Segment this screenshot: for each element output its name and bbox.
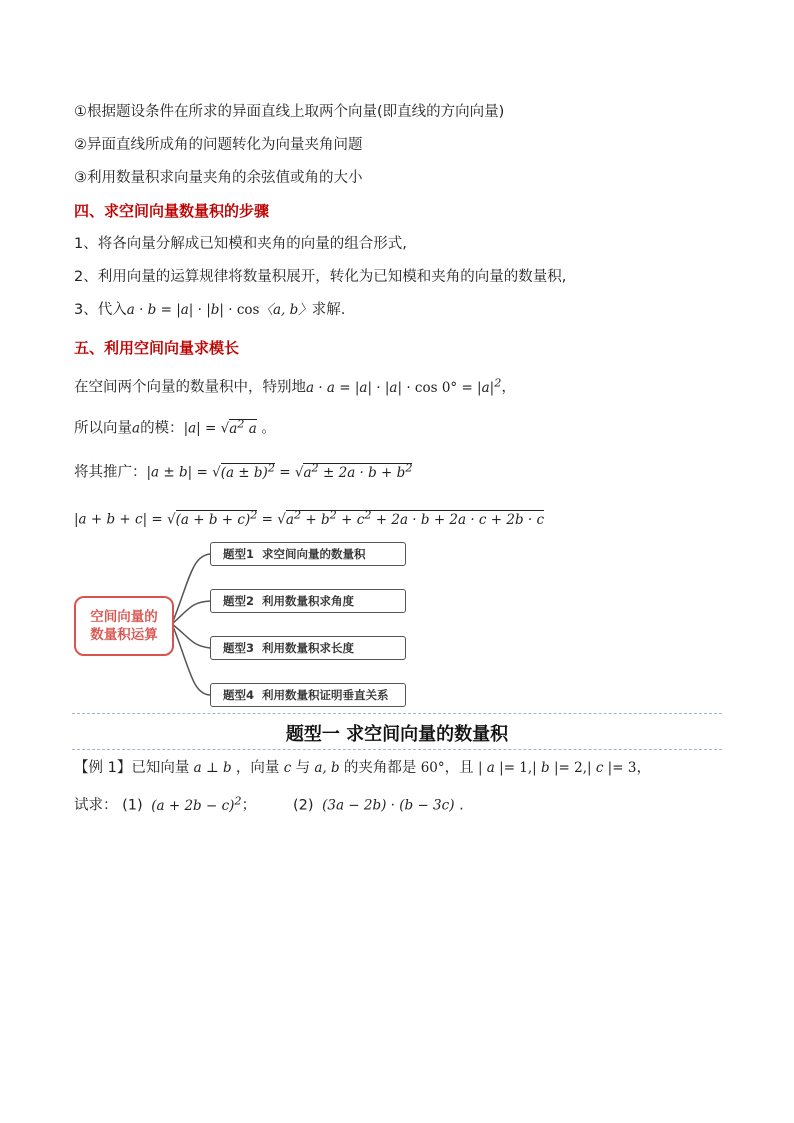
- node-label: 利用数量积证明垂直关系: [262, 688, 389, 702]
- paragraph-text: 将其推广：: [74, 464, 147, 481]
- root-label: 数量积运算: [90, 627, 158, 643]
- mind-map-root: [74, 596, 174, 656]
- node-tag: 题型2: [223, 594, 255, 608]
- list-item: ①根据题设条件在所求的异面直线上取两个向量(即直线的方向向量): [74, 104, 505, 120]
- paragraph-text: 在空间两个向量的数量积中，特别地: [74, 379, 306, 396]
- section-title: 题型一 求空间向量的数量积: [285, 724, 509, 745]
- mind-map-node: [210, 683, 406, 707]
- list-item: 2、利用向量的运算规律将数量积展开，转化为已知模和夹角的向量的数量积,: [74, 269, 567, 285]
- formula: | a |= 1,| b |= 2,| c |= 3: [473, 760, 637, 776]
- paragraph: [74, 458, 412, 483]
- example-label: 【例 1】: [74, 760, 132, 776]
- node-label: 利用数量积求长度: [262, 641, 355, 655]
- example-text: ，向量: [235, 760, 280, 776]
- node-label: 求空间向量的数量积: [262, 547, 366, 561]
- part-label: (1): [122, 797, 143, 814]
- formula: (3a − 2b) · (b − 3c): [313, 797, 455, 814]
- formula: 60°: [420, 760, 445, 776]
- paragraph: 在空间两个向量的数量积中，特别地$a \cdot a = |a| \cdot |a| \cdot \cos 0^\circ = |a|^2$，: [74, 376, 516, 396]
- node-tag: 题型3: [223, 641, 255, 655]
- mind-map-node: [210, 636, 406, 660]
- mind-map-node: [210, 542, 406, 566]
- formula: $|a \pm b| = √(a \pm b)^2 = √a^2 \pm 2a \cdot b + b^2$: [146, 461, 413, 481]
- example-text: 试求：: [74, 797, 118, 814]
- mind-map: [72, 538, 432, 708]
- example-text: ，且: [444, 760, 474, 776]
- formula: a, b: [310, 760, 344, 776]
- list-item: ②异面直线所成角的问题转化为向量夹角问题: [74, 137, 363, 153]
- node-tag: 题型4: [223, 688, 255, 702]
- formula: $|a + b + c| = √(a + b + c)^2 = √a^2 + b^2 + c^2 + 2a \cdot b + 2a \cdot c + 2b \cdot c$: [74, 508, 545, 528]
- example-text: 与: [295, 760, 311, 776]
- formula: c: [279, 760, 296, 776]
- formula: a · b = |a| · |b| · cos〈a, b〉: [126, 302, 312, 318]
- example-line: 【例 1】已知向量 a ⊥ b ，向量 c 与 a, b 的夹角都是 60°，且 | a |= 1,| b |= 2,| c |= 3，: [74, 760, 651, 776]
- node-tag: 题型1: [223, 547, 255, 561]
- root-label: 空间向量的: [90, 609, 158, 625]
- formula-line: [74, 505, 544, 530]
- example-line: 试求： (1) $(a + 2b - c)^2$； (2) (3a − 2b) · (b − 3c) .: [74, 794, 464, 814]
- step-prefix: 3、代入: [74, 302, 127, 318]
- section-heading: 四、求空间向量数量积的步骤: [74, 202, 270, 220]
- example-text: 的夹角都是: [343, 760, 417, 776]
- divider: [72, 749, 722, 750]
- list-item: ③利用数量积求向量夹角的余弦值或角的大小: [74, 170, 363, 186]
- example-text: 已知向量: [131, 760, 190, 776]
- list-item: 1、将各向量分解成已知模和夹角的向量的组合形式,: [74, 236, 407, 252]
- part-label: (2): [292, 797, 314, 814]
- formula: $|a| = √a^2$ a: [183, 417, 257, 437]
- divider: [72, 713, 722, 714]
- paragraph-text: 所以向量: [74, 420, 132, 437]
- paragraph-text: 的模：: [140, 420, 184, 437]
- step-suffix: 求解.: [311, 302, 346, 318]
- mind-map-node: [210, 589, 406, 613]
- section-heading: 五、利用空间向量求模长: [74, 339, 240, 357]
- formula: a: [132, 420, 141, 437]
- formula: $(a + 2b - c)^2$: [142, 794, 242, 814]
- formula: a ⊥ b: [189, 760, 236, 776]
- paragraph: 所以向量a的模：$|a| = √a^2$ a 。: [74, 417, 276, 437]
- node-label: 利用数量积求角度: [262, 594, 355, 608]
- list-item: [74, 300, 345, 320]
- formula: $a \cdot a = |a| \cdot |a| \cdot \cos 0^\circ = |a|^2$: [306, 376, 502, 396]
